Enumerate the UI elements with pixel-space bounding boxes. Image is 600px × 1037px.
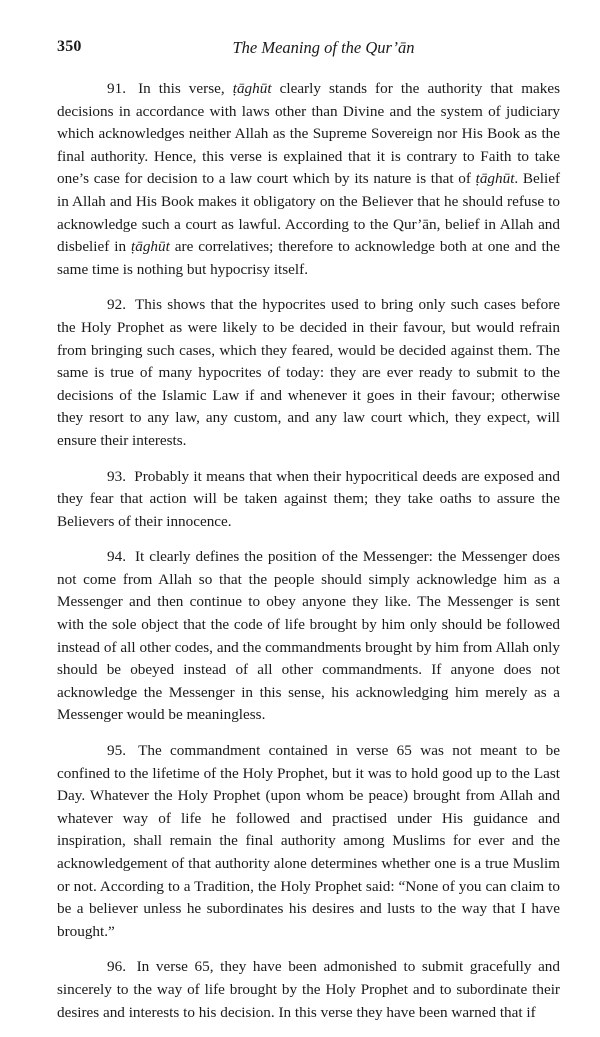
note-94 (57, 546, 560, 727)
note-92 (57, 294, 560, 452)
note-number: 91. (107, 80, 126, 97)
note-text: This shows that the hypocrites used to bring only such cases before the Holy Prophet as were likely to be decided in their favour, but would refrain from bringing such cases, which they feared, would be decided against them. The same is true of many hypocrites of today: they are ever ready to submit to the decisions of the Islamic Law if and whenever it goes in their favour; otherwise they resort to any law, any custom, and any law court which, they expect, will ensure their interests. (57, 296, 560, 449)
term-taghut: ṭāghūt (475, 170, 515, 188)
note-text: Probably it means that when their hypocritical deeds are exposed and they fear that action will be taken against them; they take oaths to assure the Believers of their innocence. (57, 467, 560, 530)
running-head (57, 38, 560, 62)
note-95 (57, 740, 560, 943)
note-text: . Belief in Allah and His Book makes it obligatory on the Believer that he should refuse to acknowledge such a court as lawful. According to the Qur’ān, belief in Allah and disbelief in (57, 170, 561, 256)
note-text: clearly stands for the authority that makes decisions in accordance with laws other than Divine and the system of judiciary which acknowledges neither Allah as the Supreme Sovereign nor His Book as the final authority. Hence, this verse is explained that it is contrary to Faith to take one’s case for decision to a law court which by its nature is that of (57, 80, 561, 188)
term-taghut: ṭāghūt (131, 238, 170, 256)
note-93 (57, 466, 560, 534)
note-text: It clearly defines the position of the Messenger: the Messenger does not come from Allah so that the people should simply acknowledge him as a Messenger and then continue to obey anyone they like. The Messenger is sent with the sole object that the code of life brought by him only should be followed instead of all other codes, and the commandments brought by him from Allah only should be obeyed instead of all other commandments. If anyone does not acknowledge the Messenger in this sense, his acknowledging him merely as a Messenger would be meaningless. (57, 548, 560, 724)
note-96 (57, 956, 560, 1024)
book-title: The Meaning of the Qur’ān (232, 38, 415, 57)
note-number: 92. (107, 296, 126, 314)
page-number: 350 (57, 38, 82, 55)
note-91 (57, 78, 560, 281)
note-number: 93. (107, 467, 126, 485)
note-number: 94. (107, 548, 126, 566)
note-text: In this verse, (138, 80, 233, 97)
note-text: are correlatives; therefore to acknowledge both at one and the same time is nothing but hypocrisy itself. (57, 238, 561, 278)
term-taghut: ṭāghūt (232, 80, 272, 97)
note-number: 96. (107, 958, 126, 976)
note-number: 95. (107, 742, 126, 760)
book-page (57, 38, 560, 1037)
note-text: In verse 65, they have been admonished to submit gracefully and sincerely to the way of life brought by the Holy Prophet and to subordinate their desires and interests to his decision. In this verse they have been warned that if (57, 958, 560, 1021)
note-text: The commandment contained in verse 65 was not meant to be confined to the lifetime of the Holy Prophet, but it was to hold good up to the Last Day. Whatever the Holy Prophet (upon whom be peace) brought from Allah and whatever way of life he followed and practised under His guidance and inspiration, shall remain the final authority among Muslims for ever and the acknowledgement of that authority alone determines whether one is a true Muslim or not. According to a Tradition, the Holy Prophet said: “None of you can claim to be a believer unless he subordinates his desires and lusts to the way that I have brought.” (57, 742, 560, 940)
